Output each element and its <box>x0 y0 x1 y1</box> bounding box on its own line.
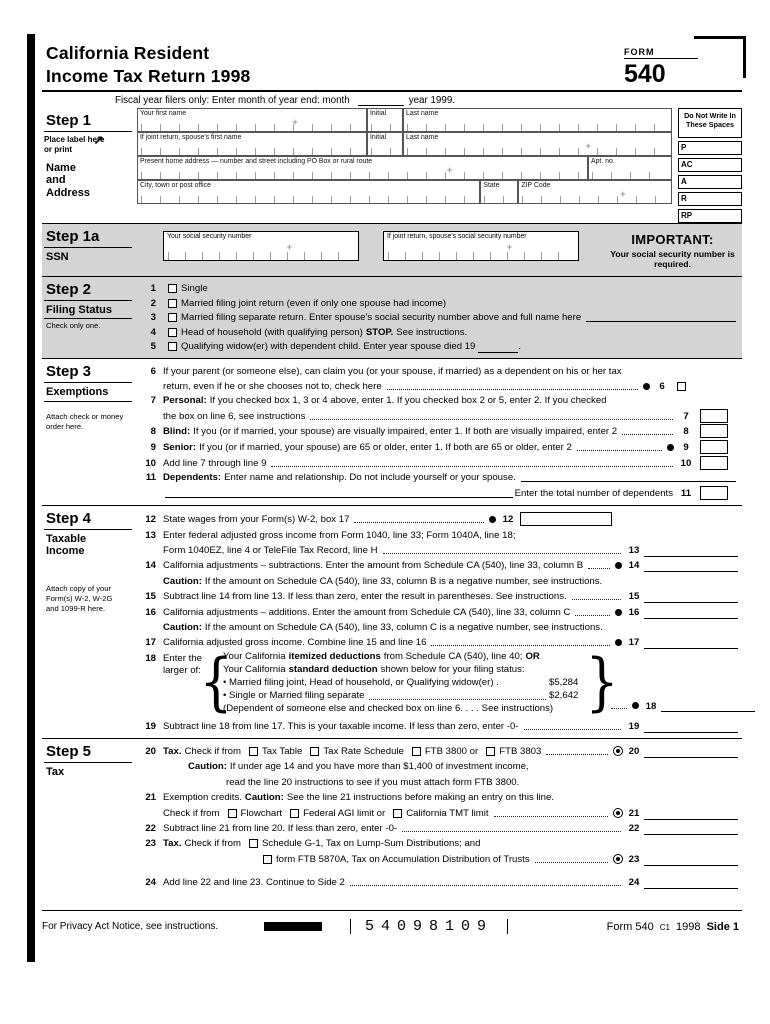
tax-rate-schedule-checkbox[interactable] <box>310 747 319 756</box>
step-4-heading: Step 4 <box>44 510 132 530</box>
filing-status-option-2: 2 Married filing joint return (even if only one spouse had income) <box>150 297 447 309</box>
footer <box>42 910 742 935</box>
scan-tick <box>507 919 508 934</box>
dot-leader <box>588 568 610 569</box>
dot-leader <box>575 615 610 616</box>
line-22: 22 Subtract line 21 from line 20. If less than zero, enter -0- 22 <box>137 820 742 835</box>
line-23-row-2: form FTB 5870A, Tax on Accumulation Distribution of Trusts 23 <box>137 850 742 865</box>
line-11-row-2: Enter the total number of dependents 11 <box>137 484 742 500</box>
step-2-section <box>42 276 742 359</box>
line-18-standard-joint: • Married filing joint, Head of household, or Qualifying widow(er) . $5,284 <box>223 676 579 688</box>
do-not-write-label: Do Not Write In These Spaces <box>678 108 742 138</box>
line-11-row-1: 11 Dependents: Enter name and relationship. Do not include yourself or your spouse. <box>137 470 742 485</box>
do-not-write-column <box>678 108 742 223</box>
form-revision: C1 <box>659 922 670 932</box>
form-header <box>42 38 742 92</box>
filing-status-label: Filing Status <box>44 304 132 320</box>
filing-status-3-checkbox[interactable] <box>168 313 177 322</box>
filled-dot-icon <box>615 609 622 616</box>
line-21-amount-line[interactable] <box>644 810 738 820</box>
larger-of-label: Enter the larger of: <box>163 653 202 677</box>
ftb-3803-checkbox[interactable] <box>486 747 495 756</box>
filing-status-2-checkbox[interactable] <box>168 299 177 308</box>
exemptions-label: Exemptions <box>44 386 132 402</box>
filing-status-1-checkbox[interactable] <box>168 284 177 293</box>
line-9: 9 Senior: If you (or if married, your spouse) are 65 or older, enter 1. If both are 65 or older, enter 2 9 <box>137 438 742 454</box>
filing-status-4-checkbox[interactable] <box>168 328 177 337</box>
attach-check-note: Attach check or money order here. <box>46 412 124 431</box>
spouse-initial-field[interactable]: Initial <box>367 132 403 156</box>
line-18-option-2: Your California standard deduction shown below for your filing status: <box>223 664 525 676</box>
line-22-amount-line[interactable] <box>644 825 738 835</box>
scan-edge-bar <box>27 34 35 962</box>
scanline-number: 54098109 <box>365 918 494 936</box>
your-ssn-field[interactable]: Your social security number + <box>163 231 359 261</box>
fiscal-text: Fiscal year filers only: Enter month of year end: month <box>115 94 350 106</box>
step-1-heading: Step 1 <box>44 112 132 132</box>
filled-dot-icon <box>643 383 650 390</box>
dependents-write-line[interactable] <box>521 481 736 482</box>
spouse-ssn-field[interactable]: If joint return, spouse's social security number + <box>383 231 579 261</box>
dot-leader <box>402 831 621 832</box>
line-15: 15 Subtract line 14 from line 13. If less than zero, enter the result in parentheses. See instructions. 15 <box>137 588 742 603</box>
apt-no-field[interactable]: Apt. no. <box>588 156 672 180</box>
line-13-row-1: 13 Enter federal adjusted gross income from Form 1040, line 33; Form 1040A, line 18; <box>145 529 516 541</box>
line-18-option-1: Your California itemized deductions from Schedule CA (540), line 40; OR <box>223 651 540 663</box>
line-18-dependent-note: (Dependent of someone else and checked box on line 6. . . . See instructions) <box>223 702 554 714</box>
line-17: 17 California adjusted gross income. Combine line 15 and line 16 17 <box>137 634 742 649</box>
line-17-amount-line[interactable] <box>644 639 738 649</box>
line-14-row-1: 14 California adjustments – subtractions. Enter the amount from Schedule CA (540), line 33, column B 14 <box>137 557 742 572</box>
important-text: Your social security number is required. <box>610 248 735 269</box>
last-name-field[interactable]: Last name <box>403 108 672 132</box>
line-11-entry-box[interactable] <box>700 486 728 500</box>
city-field[interactable]: City, town or post office <box>137 180 480 204</box>
form-title-line2: Income Tax Return 1998 <box>46 65 251 86</box>
filing-status-option-3: 3 Married filing separate return. Enter spouse's social security number above and full name here <box>137 310 742 325</box>
spouse-first-name-field[interactable]: If joint return, spouse's first name <box>137 132 367 156</box>
form-title-line1: California Resident <box>46 43 210 63</box>
fiscal-year-text: year 1999. <box>408 94 455 106</box>
flowchart-checkbox[interactable] <box>228 809 237 818</box>
fiscal-year-line <box>42 92 742 108</box>
step-3-heading: Step 3 <box>44 363 132 383</box>
step-1a-heading: Step 1a <box>44 228 132 248</box>
step-4-section <box>42 505 742 738</box>
filled-dot-icon <box>615 562 622 569</box>
privacy-notice: For Privacy Act Notice, see instructions. <box>42 921 219 933</box>
form-name: Form 540 <box>606 920 654 933</box>
home-address-field[interactable]: Present home address — number and street including PO Box or rural route + <box>137 156 588 180</box>
filled-dot-icon <box>489 516 496 523</box>
spouse-death-year-line[interactable] <box>478 344 518 353</box>
form-year: 1998 <box>676 920 701 933</box>
ftb-5870a-checkbox[interactable] <box>263 855 272 864</box>
line-23-row-1: 23 Tax. Check if from Schedule G-1, Tax on Lump-Sum Distributions; and <box>145 838 481 850</box>
tax-label: Tax <box>46 765 65 778</box>
step-3-section <box>42 358 742 504</box>
line-9-entry-box[interactable] <box>700 440 728 454</box>
fiscal-month-entry-line[interactable] <box>358 96 404 106</box>
dot-leader <box>546 754 608 755</box>
line-7-row-1: 7 Personal: If you checked box 1, 3 or 4 above, enter 1. If you checked box 2 or 5, enter 2. If you checked <box>150 395 607 407</box>
check-only-one-note: Check only one. <box>46 321 101 331</box>
line-20-caution-1: Caution: If under age 14 and you have more than $1,400 of investment income, <box>188 761 529 773</box>
first-name-field[interactable]: Your first name + <box>137 108 367 132</box>
line-12-entry-box[interactable] <box>520 512 612 526</box>
filing-status-option-4: 4 Head of household (with qualifying person) STOP. See instructions. <box>150 326 468 338</box>
line-23-amount-line[interactable] <box>644 856 738 866</box>
line-19-amount-line[interactable] <box>644 723 738 733</box>
ssn-label: SSN <box>46 250 69 263</box>
step-2-heading: Step 2 <box>44 281 132 301</box>
line-18-amount-line[interactable] <box>661 702 755 712</box>
line-6-checkbox[interactable] <box>677 382 686 391</box>
line-20-caution-2: read the line 20 instructions to see if you must attach form FTB 3800. <box>226 776 520 788</box>
step-5-section <box>42 738 742 895</box>
dot-leader <box>350 885 621 886</box>
spouse-name-write-line[interactable] <box>586 321 736 322</box>
line-24: 24 Add line 22 and line 23. Continue to Side 2 24 <box>137 874 742 889</box>
line-8: 8 Blind: If you (or if married, your spouse) are visually impaired, enter 1. If both are visually impaired, enter 2 8 <box>137 423 742 439</box>
zip-field[interactable]: ZIP Code + <box>518 180 672 204</box>
dependents-write-line-2[interactable] <box>165 497 513 498</box>
line-7-entry-box[interactable] <box>700 409 728 423</box>
line-20-amount-line[interactable] <box>644 748 738 758</box>
target-dot-icon <box>613 808 623 818</box>
step-1-section <box>42 108 742 223</box>
line-10-entry-box[interactable] <box>700 456 728 470</box>
step-5-heading: Step 5 <box>44 743 132 763</box>
schedule-g1-checkbox[interactable] <box>249 839 258 848</box>
form-id <box>522 921 742 933</box>
line-7-row-2: the box on line 6, see instructions 7 <box>137 407 742 423</box>
line-15-amount-line[interactable] <box>644 593 738 603</box>
target-dot-icon <box>613 854 623 864</box>
tax-table-checkbox[interactable] <box>249 747 258 756</box>
dot-leader <box>354 522 484 523</box>
line-18: 18 Enter the larger of: { Your California itemized deductions from Schedule CA (540), line 40; OR Your California standard deduction shown below for your filing status: • Married filing joint, Head of household, or Qualifying widow(er) . $5,284 • Single or Married filing separate $2,642 (Dependent of someone else and checked box on line 6. . . . See instructions) } 18 <box>137 649 742 717</box>
federal-agi-limit-checkbox[interactable] <box>290 809 299 818</box>
target-dot-icon <box>613 746 623 756</box>
filled-dot-icon <box>667 444 674 451</box>
line-16-amount-line[interactable] <box>644 609 738 619</box>
line-24-amount-line[interactable] <box>644 879 738 889</box>
line-16-row-1: 16 California adjustments – additions. Enter the amount from Schedule CA (540), line 33, column C 16 <box>137 603 742 618</box>
dot-leader <box>572 599 621 600</box>
dot-leader <box>622 434 673 435</box>
code-box-p: P <box>678 141 742 155</box>
dot-leader <box>310 419 673 420</box>
line-10: 10 Add line 7 through line 9 10 <box>137 454 742 470</box>
code-box-ac: AC <box>678 158 742 172</box>
dot-leader <box>387 389 638 390</box>
important-heading: IMPORTANT: <box>631 231 714 247</box>
dot-leader <box>383 553 621 554</box>
filled-dot-icon <box>632 702 639 709</box>
line-18-standard-single: • Single or Married filing separate $2,642 <box>223 689 579 701</box>
dot-leader <box>431 645 610 646</box>
right-brace <box>595 645 609 722</box>
dot-leader <box>577 450 662 451</box>
ftb-3800-checkbox[interactable] <box>412 747 421 756</box>
form-number: 540 <box>624 59 666 88</box>
name-address-label: Name and Address <box>46 161 91 199</box>
line-6-row-1: 6 If your parent (or someone else), can claim you (or your spouse, if married) as a dependent on his or her tax <box>150 366 622 378</box>
line-21-row-2: Check if from Flowchart Federal AGI limit or California TMT limit 21 <box>137 804 742 819</box>
filled-dot-icon <box>615 639 622 646</box>
line-14-caution: Caution: If the amount on Schedule CA (540), line 33, column B is a negative number, see instructions. <box>163 575 603 587</box>
scan-block-bar <box>264 922 322 931</box>
important-note <box>603 231 742 269</box>
line-21-row-1: 21 Exemption credits. Caution: See the line 21 instructions before making an entry on this line. <box>145 792 555 804</box>
left-brace <box>209 645 223 722</box>
scan-tick <box>350 919 351 934</box>
dot-leader <box>535 862 608 863</box>
line-19: 19 Subtract line 18 from line 17. This is your taxable income. If less than zero, enter -0- 19 <box>137 717 742 732</box>
side-label: Side 1 <box>706 920 739 933</box>
initial-field[interactable]: Initial <box>367 108 403 132</box>
step-1a-section <box>42 223 742 276</box>
filing-status-option-5: 5 Qualifying widow(er) with dependent child. Enter year spouse died 19 . <box>150 341 522 353</box>
dot-leader <box>271 466 673 467</box>
california-tmt-limit-checkbox[interactable] <box>393 809 402 818</box>
line-8-entry-box[interactable] <box>700 424 728 438</box>
dot-leader <box>494 816 609 817</box>
line-6-row-2: return, even if he or she chooses not to, check here 6 <box>137 378 742 393</box>
line-14-amount-line[interactable] <box>644 562 738 572</box>
line-13-amount-line[interactable] <box>644 547 738 557</box>
state-field[interactable]: State <box>480 180 518 204</box>
filing-status-5-checkbox[interactable] <box>168 342 177 351</box>
code-box-rp: RP <box>678 209 742 223</box>
code-box-r: R <box>678 192 742 206</box>
taxable-income-label: Taxable Income <box>46 532 87 558</box>
dot-leader <box>369 699 546 700</box>
filing-status-option-1: 1 Single <box>150 283 208 295</box>
spouse-last-name-field[interactable]: Last name + <box>403 132 672 156</box>
line-16-caution: Caution: If the amount on Schedule CA (540), line 33, column C is a negative number, see instructions. <box>163 621 603 633</box>
dot-leader <box>524 729 622 730</box>
form-word-label: FORM <box>624 47 698 59</box>
attach-w2-note: Attach copy of your Form(s) W-2, W-2G and 1099-R here. <box>46 584 113 613</box>
line-12: 12 State wages from your Form(s) W-2, box 17 12 <box>137 510 742 526</box>
code-box-a: A <box>678 175 742 189</box>
line-13-row-2: Form 1040EZ, line 4 or TeleFile Tax Record, line H 13 <box>137 542 742 557</box>
place-label-note: Place label here or print <box>44 134 105 154</box>
line-20-row-1: 20 Tax. Check if from Tax Table Tax Rate Schedule FTB 3800 or FTB 3803 20 <box>137 743 742 758</box>
